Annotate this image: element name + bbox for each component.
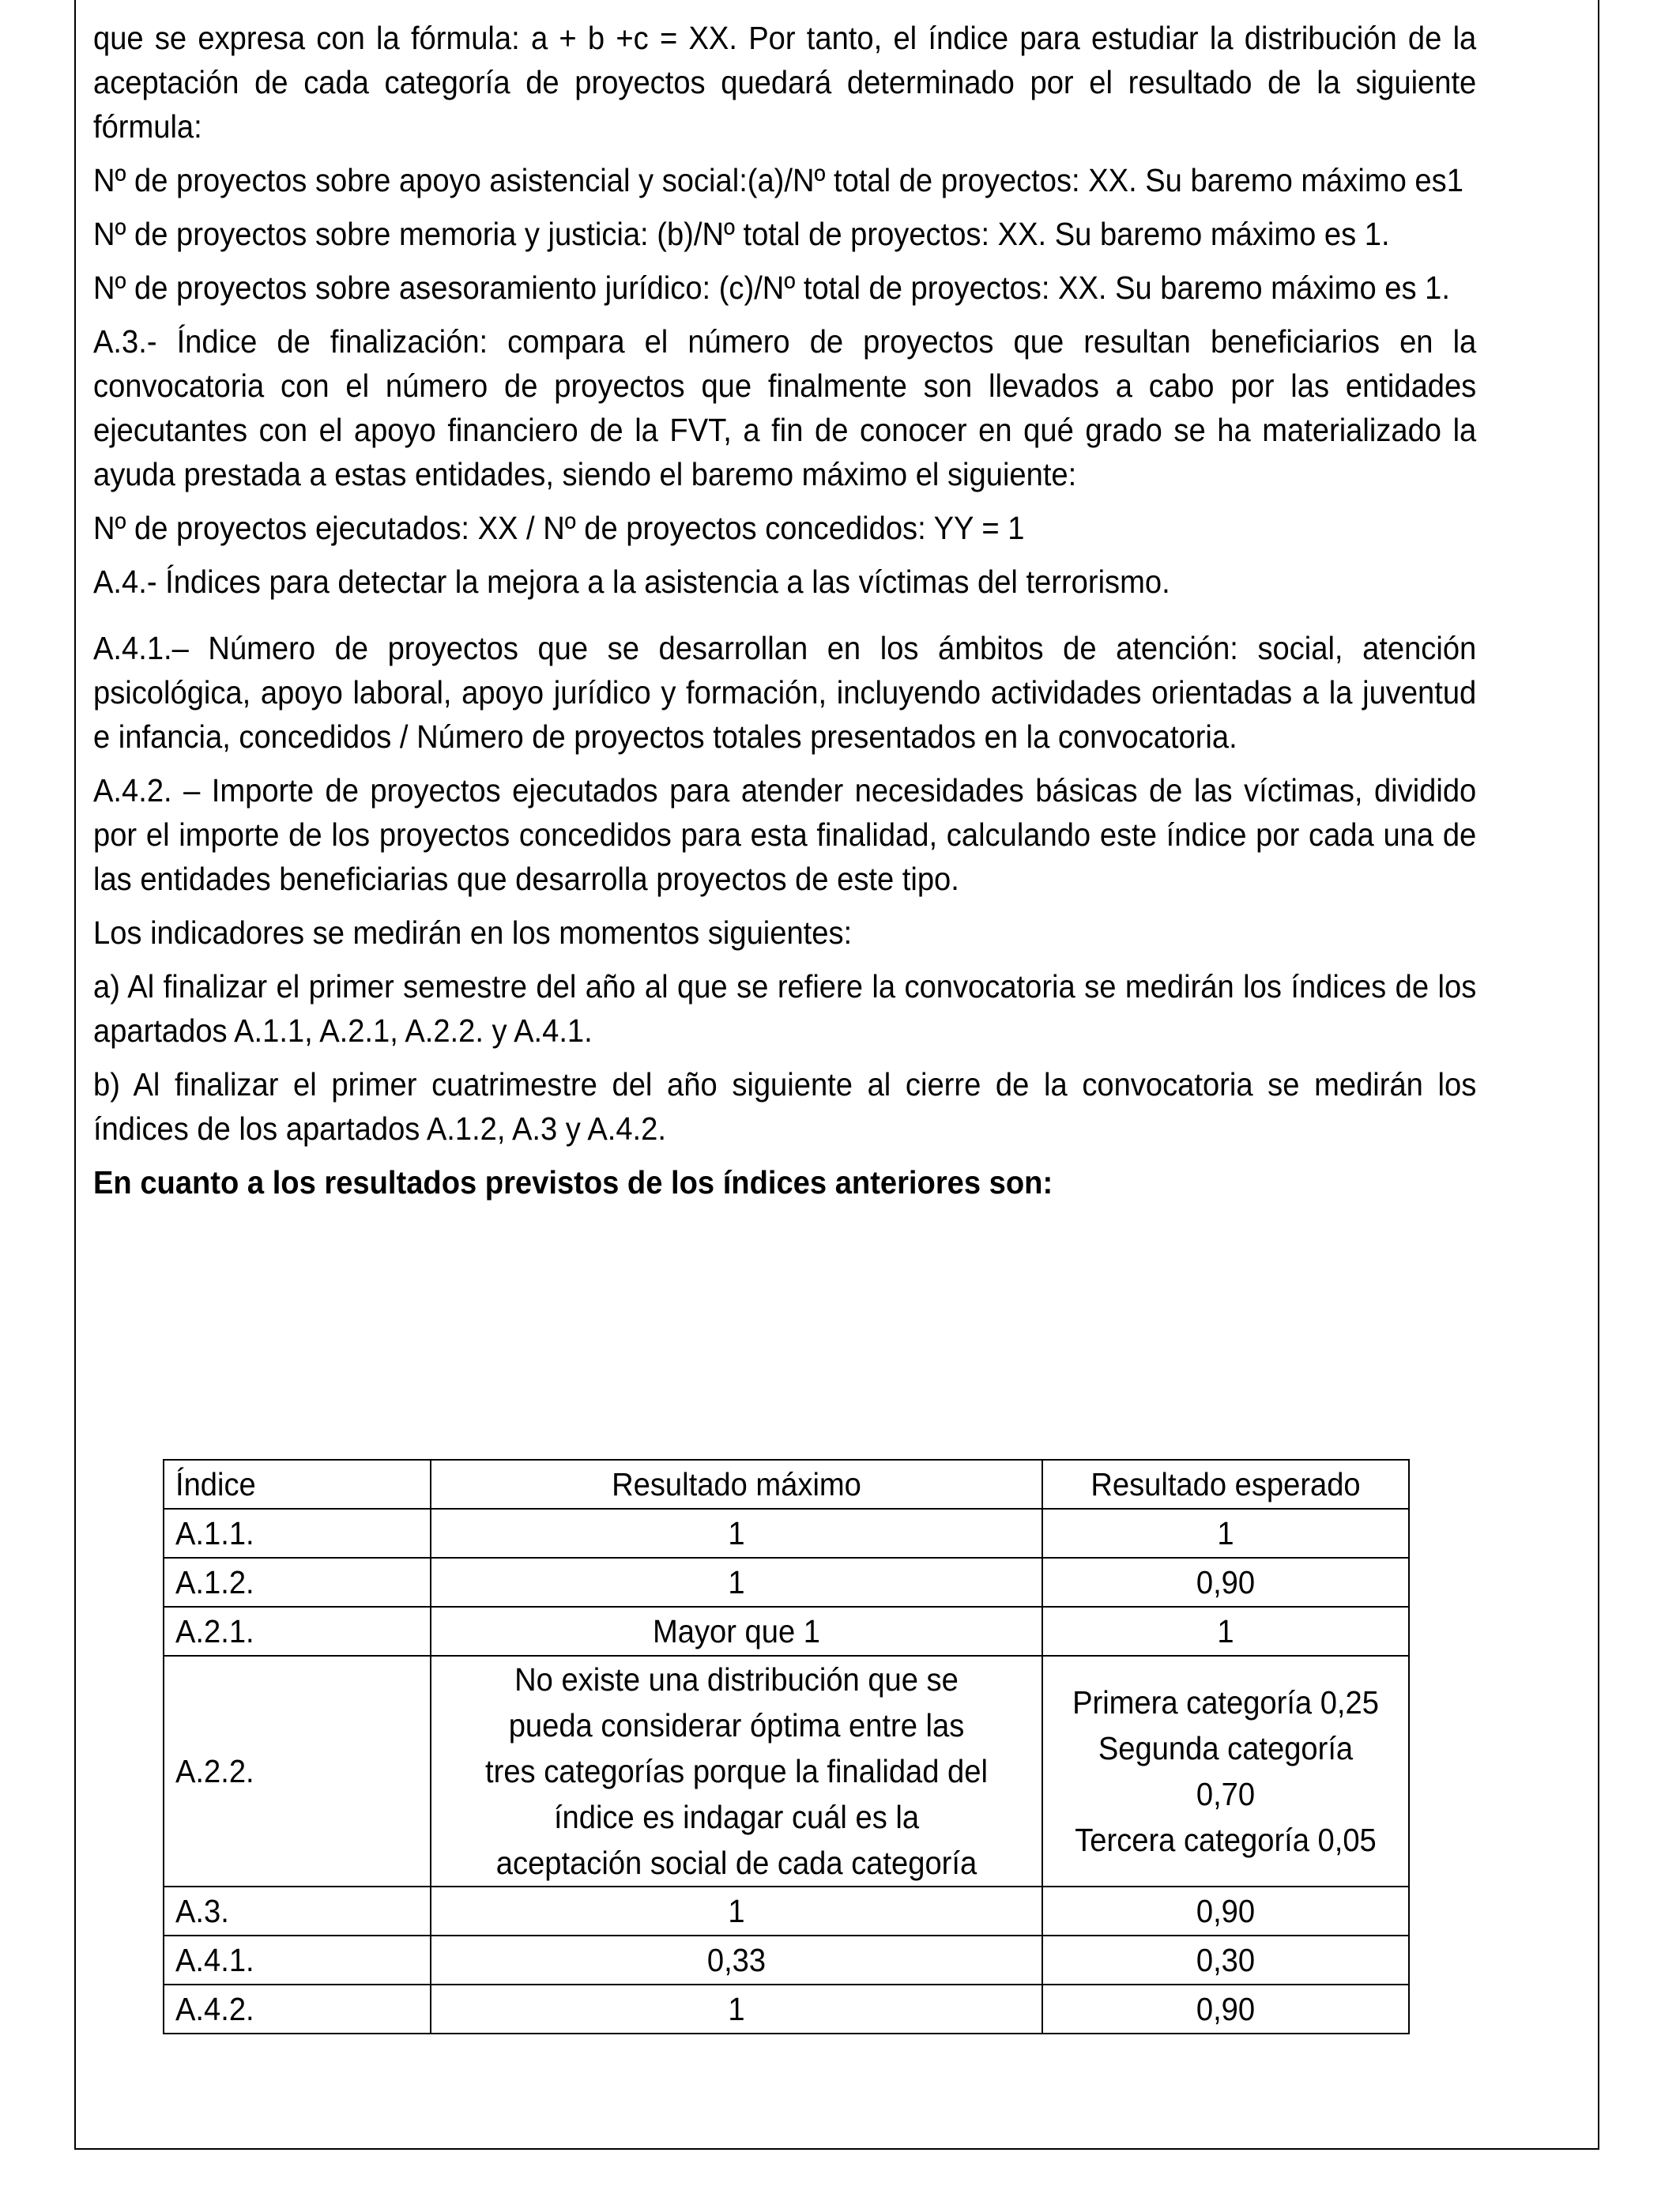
cell-maximo: 1 xyxy=(728,1991,745,2027)
paragraph-a-4-2: A.4.2. – Importe de proyectos ejecutados para atender necesidades básicas de las víctimas, dividido por el importe de los proyectos concedidos para esta finalidad, calculando este índice por cada una de las entidades beneficiarias que desarrolla proyectos de este tipo. xyxy=(93,772,1477,897)
cell-esperado: 0,90 xyxy=(1196,1564,1256,1600)
cell-indice: A.2.2. xyxy=(175,1753,254,1789)
results-heading: En cuanto a los resultados previstos de los índices anteriores son: xyxy=(93,1164,1053,1201)
paragraph-apoyo-asistencial: Nº de proyectos sobre apoyo asistencial y social:(a)/Nº total de proyectos: XX. Su baremo máximo es1 xyxy=(93,162,1463,198)
header-indice: Índice xyxy=(164,1460,431,1509)
cell-maximo: 1 xyxy=(728,1515,745,1551)
table-row xyxy=(164,1985,1409,2034)
header-resultado-maximo: Resultado máximo xyxy=(431,1460,1042,1509)
cell-esperado-line: Tercera categoría 0,05 xyxy=(1075,1822,1377,1858)
cell-maximo-line: pueda considerar óptima entre las xyxy=(508,1707,965,1744)
results-table xyxy=(163,1459,1410,2034)
cell-indice: A.1.2. xyxy=(175,1564,254,1600)
paragraph-momentos: Los indicadores se medirán en los momentos siguientes: xyxy=(93,914,853,951)
cell-indice: A.2.1. xyxy=(175,1613,254,1649)
document-body xyxy=(93,16,1476,1214)
cell-esperado: 0,90 xyxy=(1196,1991,1256,2027)
cell-esperado-line: Primera categoría 0,25 xyxy=(1072,1684,1379,1721)
table-row xyxy=(164,1656,1409,1887)
paragraph-proyectos-ejecutados: Nº de proyectos ejecutados: XX / Nº de proyectos concedidos: YY = 1 xyxy=(93,510,1025,546)
table-row xyxy=(164,1607,1409,1656)
table-row xyxy=(164,1558,1409,1607)
cell-esperado: 0,30 xyxy=(1196,1942,1256,1978)
cell-esperado-line: Segunda categoría 0,70 xyxy=(1098,1730,1354,1812)
paragraph-momento-a: a) Al finalizar el primer semestre del año al que se refiere la convocatoria se medirán los índices de los apartados A.1.1, A.2.1, A.2.2. y A.4.1. xyxy=(93,968,1477,1049)
table-row xyxy=(164,1936,1409,1985)
table-row xyxy=(164,1887,1409,1936)
paragraph-indice-finalizacion: A.3.- Índice de finalización: compara el número de proyectos que resultan beneficiarios en la convocatoria con el número de proyectos que finalmente son llevados a cabo por las entidades ejecutantes con el apoyo financiero de la FVT, a fin de conocer en qué grado se ha materializado la ayuda prestada a estas entidades, siendo el baremo máximo el siguiente: xyxy=(93,323,1477,492)
cell-maximo-line: tres categorías porque la finalidad del xyxy=(485,1753,988,1789)
paragraph-a-4-1: A.4.1.– Número de proyectos que se desarrollan en los ámbitos de atención: social, atención psicológica, apoyo laboral, apoyo jurídico y formación, incluyendo actividades orientadas a la juventud e infancia, concedidos / Número de proyectos totales presentados en la convocatoria. xyxy=(93,630,1477,755)
cell-maximo-line: índice es indagar cuál es la xyxy=(553,1799,920,1835)
paragraph-indices-mejora: A.4.- Índices para detectar la mejora a la asistencia a las víctimas del terrorismo. xyxy=(93,564,1170,600)
table-header-row xyxy=(164,1460,1409,1509)
paragraph-memoria-justicia: Nº de proyectos sobre memoria y justicia: (b)/Nº total de proyectos: XX. Su baremo máximo es 1. xyxy=(93,216,1390,252)
cell-maximo-line: aceptación social de cada categoría xyxy=(495,1845,977,1881)
cell-indice: A.1.1. xyxy=(175,1515,254,1551)
paragraph-asesoramiento-juridico: Nº de proyectos sobre asesoramiento jurídico: (c)/Nº total de proyectos: XX. Su baremo máximo es 1. xyxy=(93,270,1450,306)
paragraph-momento-b: b) Al finalizar el primer cuatrimestre del año siguiente al cierre de la convocatoria se medirán los índices de los apartados A.1.2, A.3 y A.4.2. xyxy=(93,1066,1477,1147)
cell-esperado: 1 xyxy=(1217,1613,1234,1649)
cell-maximo: Mayor que 1 xyxy=(653,1613,820,1649)
cell-indice: A.4.1. xyxy=(175,1942,254,1978)
cell-maximo: 1 xyxy=(728,1564,745,1600)
cell-indice: A.3. xyxy=(175,1893,229,1929)
cell-esperado: 1 xyxy=(1217,1515,1234,1551)
cell-esperado: 0,90 xyxy=(1196,1893,1256,1929)
cell-maximo: 0,33 xyxy=(706,1942,767,1978)
header-resultado-esperado: Resultado esperado xyxy=(1042,1460,1409,1509)
cell-maximo-line: No existe una distribución que se xyxy=(514,1661,959,1698)
paragraph-formula-intro: que se expresa con la fórmula: a + b +c = XX. Por tanto, el índice para estudiar la distribución de la aceptación de cada categoría de proyectos quedará determinado por el resultado de la siguiente fórmula: xyxy=(93,20,1477,145)
table-row xyxy=(164,1509,1409,1558)
cell-indice: A.4.2. xyxy=(175,1991,254,2027)
cell-maximo: 1 xyxy=(728,1893,745,1929)
